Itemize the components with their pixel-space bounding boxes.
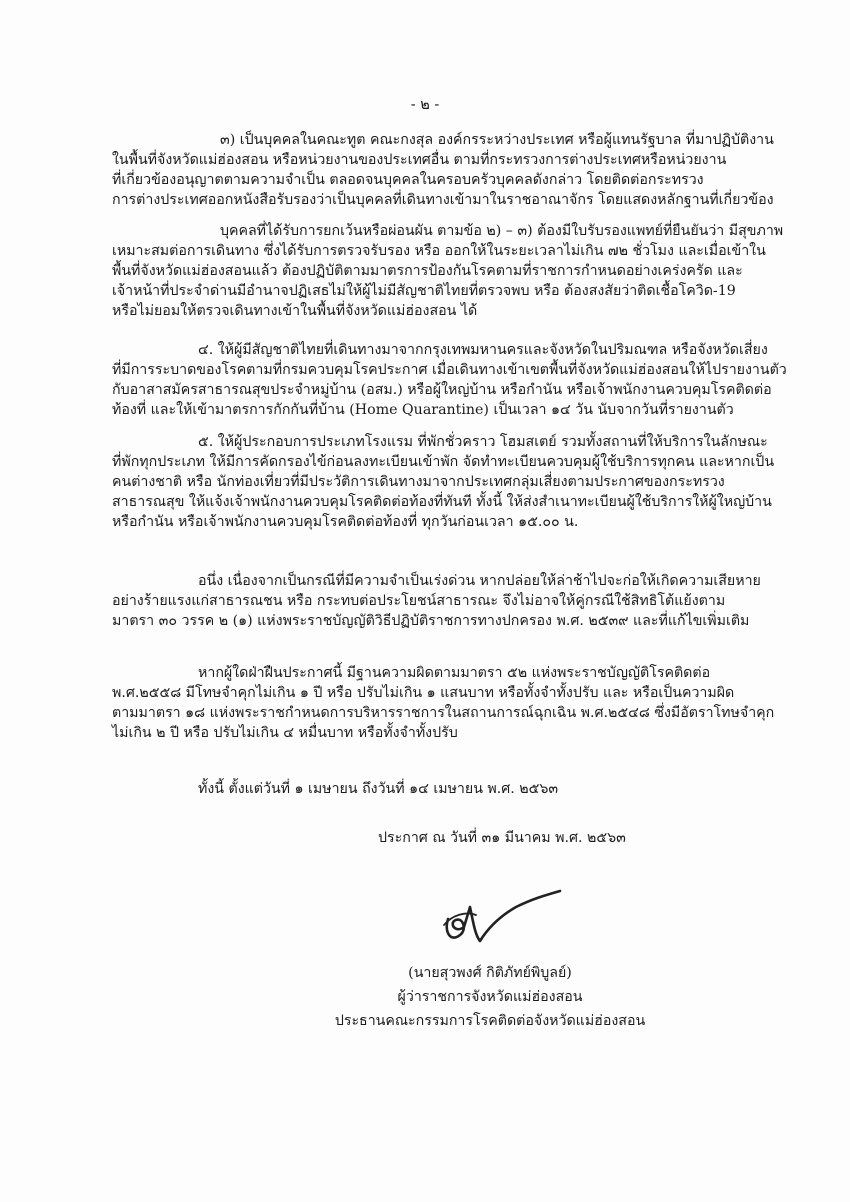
text-line: พื้นที่จังหวัดแม่ฮ่องสอนแล้ว ต้องปฏิบัติตามมาตรการป้องกันโรคตามที่ราชการกำหนดอย่างเคร่งครัด และ bbox=[112, 263, 743, 279]
paragraph-item-4 bbox=[112, 340, 787, 420]
text-line: สาธารณสุข ให้แจ้งเจ้าพนักงานควบคุมโรคติดต่อท้องที่ทันที ทั้งนี้ ให้ส่งสำเนาทะเบียนผู้ใช้บริการให้ผู้ใหญ่บ้าน bbox=[112, 494, 772, 510]
paragraph-exemption bbox=[112, 221, 784, 321]
text-line: หรือไม่ยอมให้ตรวจเดินทางเข้าในพื้นที่จังหวัดแม่ฮ่องสอน ได้ bbox=[112, 303, 478, 319]
paragraph-item-5 bbox=[112, 432, 775, 532]
announcement-date: ประกาศ ณ วันที่ ๓๑ มีนาคม พ.ศ. ๒๕๖๓ bbox=[378, 830, 626, 846]
text-line: ที่มีการระบาดของโรคตามที่กรมควบคุมโรคประกาศ เมื่อเดินทางเข้าเขตพื้นที่จังหวัดแม่ฮ่องสอนให้ไปรายงานตัว bbox=[112, 362, 787, 378]
text-line: การต่างประเทศออกหนังสือรับรองว่าเป็นบุคคลที่เดินทางเข้ามาในราชอาณาจักร โดยแสดงหลักฐานที่เกี่ยวข้อง bbox=[112, 192, 774, 208]
text-line: ตามมาตรา ๑๘ แห่งพระราชกำหนดการบริหารราชการในสถานการณ์ฉุกเฉิน พ.ศ.๒๕๔๘ ซึ่งมีอัตราโทษจำคุก bbox=[112, 705, 775, 721]
text-line: หรือกำนัน หรือเจ้าพนักงานควบคุมโรคติดต่อท้องที่ ทุกวันก่อนเวลา ๑๕.๐๐ น. bbox=[112, 514, 579, 530]
signer-name: (นายสุวพงศ์ กิติภัทย์พิบูลย์) bbox=[408, 965, 572, 981]
page-number: - ๒ - bbox=[410, 97, 440, 113]
text-line: ๕. ให้ผู้ประกอบการประเภทโรงแรม ที่พักชั่วคราว โฮมสเตย์ รวมทั้งสถานที่ให้บริการในลักษณะ bbox=[198, 434, 768, 450]
text-line: กับอาสาสมัครสาธารณสุขประจำหมู่บ้าน (อสม.) หรือผู้ใหญ่บ้าน หรือกำนัน หรือเจ้าพนักงานควบคุมโรคติดต่อ bbox=[112, 382, 772, 398]
text-line: เจ้าหน้าที่ประจำด่านมีอำนาจปฏิเสธไม่ให้ผู้ไม่มีสัญชาติไทยที่ตรวจพบ หรือ ต้องสงสัยว่าติดเชื้อโควิด-19 bbox=[112, 283, 736, 299]
paragraph-item-3 bbox=[112, 130, 774, 210]
text-line: ๓) เป็นบุคคลในคณะทูต คณะกงสุล องค์กรระหว่างประเทศ หรือผู้แทนรัฐบาล ที่มาปฏิบัติงาน bbox=[220, 132, 774, 148]
text-line: บุคคลที่ได้รับการยกเว้นหรือผ่อนผัน ตามข้อ ๒) – ๓) ต้องมีใบรับรองแพทย์ที่ยืนยันว่า มีสุขภาพ bbox=[220, 223, 784, 239]
signer-title-chairman: ประธานคณะกรรมการโรคติดต่อจังหวัดแม่ฮ่องสอน bbox=[334, 1013, 646, 1029]
text-line: หากผู้ใดฝ่าฝืนประกาศนี้ มีฐานความผิดตามมาตรา ๕๒ แห่งพระราชบัญญัติโรคติดต่อ bbox=[198, 665, 711, 681]
paragraph-penalty bbox=[112, 663, 775, 743]
paragraph-urgency bbox=[112, 571, 761, 631]
text-line: อย่างร้ายแรงแก่สาธารณชน หรือ กระทบต่อประโยชน์สาธารณะ จึงไม่อาจให้คู่กรณีใช้สิทธิโต้แย้งตาม bbox=[112, 593, 726, 609]
text-line: ๔. ให้ผู้มีสัญชาติไทยที่เดินทางมาจากกรุงเทพมหานครและจังหวัดในปริมณฑล หรือจังหวัดเสี่ยง bbox=[198, 342, 768, 358]
text-line: ที่พักทุกประเภท ให้มีการคัดกรองไข้ก่อนลงทะเบียนเข้าพัก จัดทำทะเบียนควบคุมผู้ใช้บริการทุกคน และหากเป็น bbox=[112, 454, 775, 470]
text-line: มาตรา ๓๐ วรรค ๒ (๑) แห่งพระราชบัญญัติวิธีปฏิบัติราชการทางปกครอง พ.ศ. ๒๕๓๙ และที่แก้ไขเพิ่มเติม bbox=[112, 613, 750, 629]
text-line: อนึ่ง เนื่องจากเป็นกรณีที่มีความจำเป็นเร่งด่วน หากปล่อยให้ล่าช้าไปจะก่อให้เกิดความเสียหาย bbox=[198, 573, 761, 589]
text-line: ในพื้นที่จังหวัดแม่ฮ่องสอน หรือหน่วยงานของประเทศอื่น ตามที่กระทรวงการต่างประเทศหรือหน่วยงาน bbox=[112, 152, 727, 168]
text-line: ท้องที่ และให้เข้ามาตรการกักกันที่บ้าน (Home Quarantine) เป็นเวลา ๑๔ วัน นับจากวันที่รายงานตัว bbox=[112, 402, 734, 418]
signer-title-governor: ผู้ว่าราชการจังหวัดแม่ฮ่องสอน bbox=[397, 989, 583, 1005]
text-line: พ.ศ.๒๕๕๘ มีโทษจำคุกไม่เกิน ๑ ปี หรือ ปรับไม่เกิน ๑ แสนบาท หรือทั้งจำทั้งปรับ และ หรือเป็นความผิด bbox=[112, 685, 735, 701]
signature-image bbox=[440, 885, 565, 950]
text-line: คนต่างชาติ หรือ นักท่องเที่ยวที่มีประวัติการเดินทางมาจากประเทศกลุ่มเสี่ยงตามประกาศของกระทรวง bbox=[112, 474, 725, 490]
text-line: ที่เกี่ยวข้องอนุญาตตามความจำเป็น ตลอดจนบุคคลในครอบครัวบุคคลดังกล่าว โดยติดต่อกระทรวง bbox=[112, 172, 704, 188]
text-line: ไม่เกิน ๒ ปี หรือ ปรับไม่เกิน ๔ หมื่นบาท หรือทั้งจำทั้งปรับ bbox=[112, 725, 458, 741]
effective-period: ทั้งนี้ ตั้งแต่วันที่ ๑ เมษายน ถึงวันที่ ๑๔ เมษายน พ.ศ. ๒๕๖๓ bbox=[198, 781, 559, 797]
text-line: เหมาะสมต่อการเดินทาง ซึ่งได้รับการตรวจรับรอง หรือ ออกให้ในระยะเวลาไม่เกิน ๗๒ ชั่วโมง และเมื่อเข้าใน bbox=[112, 243, 766, 259]
